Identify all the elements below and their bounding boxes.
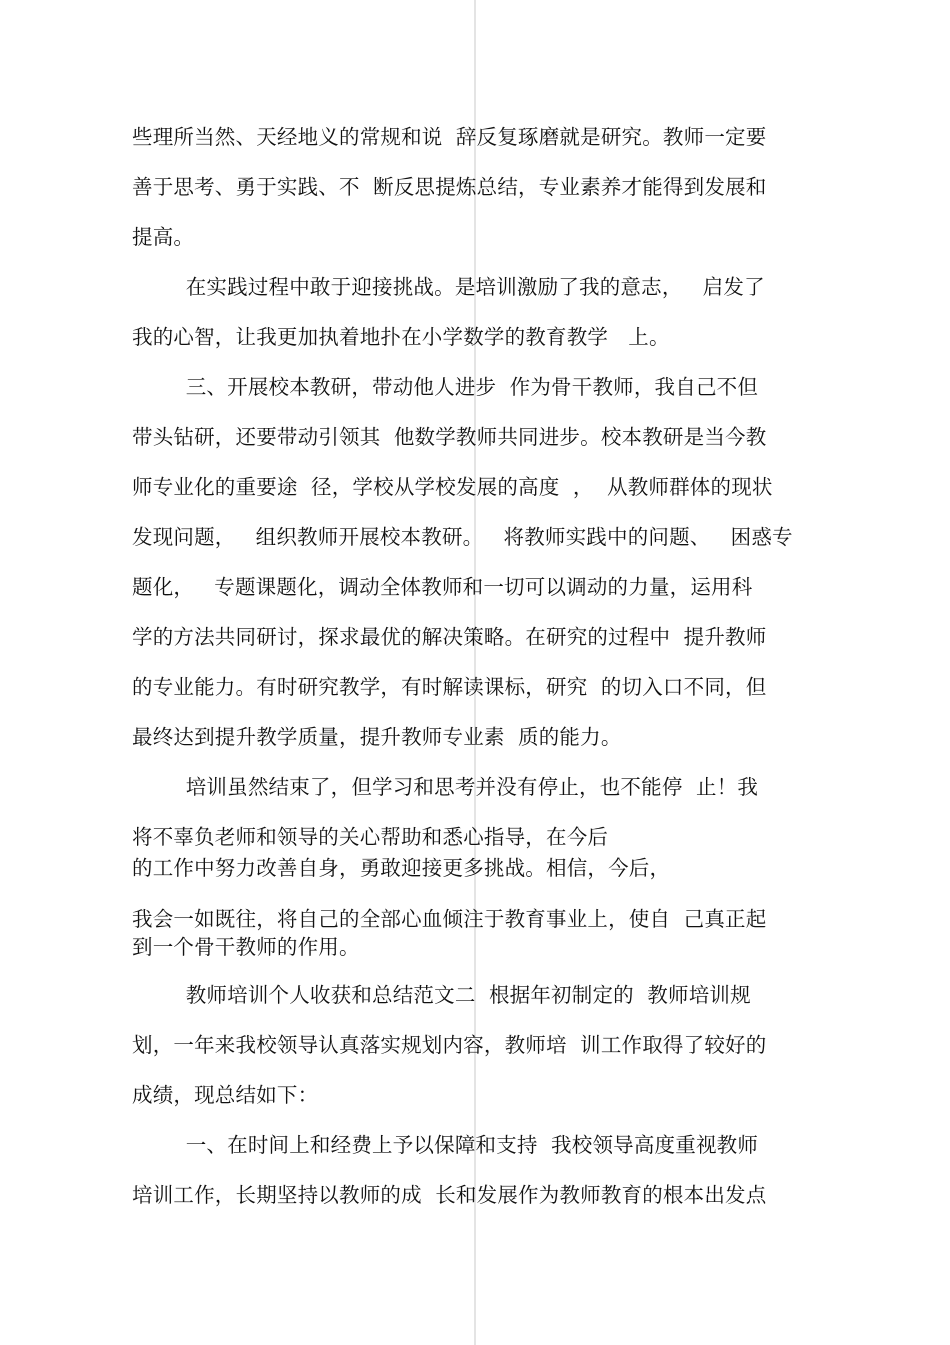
text-line: 成绩，现总结如下：	[132, 1083, 319, 1107]
text-line: 一、在时间上和经费上予以保障和支持 我校领导高度重视教师	[132, 1133, 759, 1157]
text-line: 在实践过程中敢于迎接挑战。是培训激励了我的意志， 启发了	[132, 275, 765, 299]
text-line: 到一个骨干教师的作用。	[132, 935, 360, 959]
text-line: 提高。	[132, 225, 195, 249]
text-line: 师专业化的重要途 径，学校从学校发展的高度 ， 从教师群体的现状	[132, 475, 773, 499]
text-line: 善于思考、勇于实践、不 断反思提炼总结，专业素养才能得到发展和	[132, 175, 767, 199]
text-line: 我的心智，让我更加执着地扑在小学数学的教育教学 上。	[132, 325, 670, 349]
text-line: 学的方法共同研讨，探求最优的解决策略。在研究的过程中 提升教师	[132, 625, 767, 649]
text-line: 将不辜负老师和领导的关心帮助和悉心指导，在今后	[132, 825, 609, 849]
text-line: 的工作中努力改善自身，勇敢迎接更多挑战。相信，今后，	[132, 856, 671, 880]
text-line: 我会一如既往，将自己的全部心血倾注于教育事业上，使自 己真正起	[132, 907, 767, 931]
text-line: 带头钻研，还要带动引领其 他数学教师共同进步。校本教研是当今教	[132, 425, 767, 449]
text-line: 教师培训个人收获和总结范文二 根据年初制定的 教师培训规	[132, 983, 751, 1007]
text-line: 培训虽然结束了，但学习和思考并没有停止，也不能停 止！我	[132, 775, 759, 799]
text-line: 发现问题， 组织教师开展校本教研。 将教师实践中的问题、 困惑专	[132, 525, 793, 549]
text-line: 三、开展校本教研，带动他人进步 作为骨干教师，我自己不但	[132, 375, 759, 399]
text-line: 培训工作，长期坚持以教师的成 长和发展作为教师教育的根本出发点	[132, 1183, 767, 1207]
text-line: 最终达到提升教学质量，提升教师专业素 质的能力。	[132, 725, 622, 749]
text-line: 题化， 专题课题化，调动全体教师和一切可以调动的力量，运用科	[132, 575, 753, 599]
text-line: 划，一年来我校领导认真落实规划内容，教师培 训工作取得了较好的	[132, 1033, 767, 1057]
text-line: 些理所当然、天经地义的常规和说 辞反复琢磨就是研究。教师一定要	[132, 125, 767, 149]
text-line: 的专业能力。有时研究教学，有时解读课标，研究 的切入口不同，但	[132, 675, 767, 699]
